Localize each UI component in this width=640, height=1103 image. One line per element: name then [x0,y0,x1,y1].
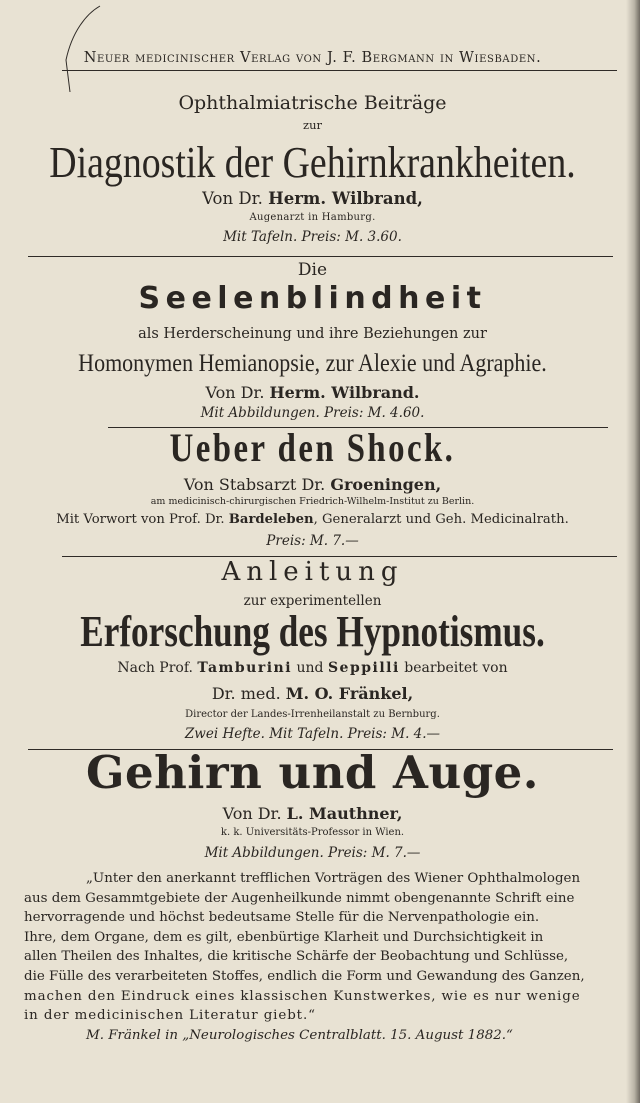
book5-author-line [0,804,625,823]
book3-affiliation: am medicinisch-chirurgischen Friedrich-Wilhelm-Institut zu Berlin. [150,496,475,507]
book3-preface-line [0,512,625,527]
book1-pretitle: Ophthalmiatrische Beiträge [178,92,447,114]
review-line-4: Ihre, dem Organe, dem es gilt, ebenbürtige Klarheit und Durchsichtigkeit in [24,929,544,945]
book1-title: Diagnostik der Gehirnkrankheiten. [49,138,576,187]
book1-price: Mit Tafeln. Preis: M. 3.60. [223,229,402,245]
book4-price: Zwei Hefte. Mit Tafeln. Preis: M. 4.— [184,726,441,742]
header-bracket-ornament [56,4,106,94]
book4-author: M. O. Fränkel, [285,684,414,703]
book2-title: Seelenblindheit [138,281,487,316]
book1-author: Herm. Wilbrand, [268,189,423,208]
book3-preface-b: , Generalarzt und Geh. Medicinalrath. [313,512,569,527]
review-line-7: machen den Eindruck eines klassischen Kunstwerkes, wie es nur wenige [24,988,581,1004]
book4-line-c: bearbeitet von [399,660,508,676]
book5-title: Gehirn und Auge. [86,746,539,799]
book5-price: Mit Abbildungen. Preis: M. 7.— [204,845,421,861]
review-line-2: aus dem Gesammtgebiete der Augenheilkunde nimmt obengenannte Schrift eine [24,890,575,906]
book4-name2: Seppilli [327,660,400,676]
book1-zur: zur [303,118,322,132]
book2-author-line [0,383,625,402]
header-rule [62,70,617,71]
review-line-1: „Unter den anerkannt trefflichen Vorträgen des Wiener Ophthalmologen [86,871,581,886]
book4-title2: Erforschung des Hypnotismus. [80,607,545,656]
book4-author-line [0,684,625,703]
book2-price: Mit Abbildungen. Preis: M. 4.60. [200,405,425,421]
book3-preface-a: Mit Vorwort von Prof. Dr. [56,512,229,527]
book5-review [24,869,620,1045]
book4-line-b: und [292,660,328,676]
review-line-8: in der medicinischen Literatur giebt.“ [24,1008,316,1024]
review-line-3: hervorragende und höchst bedeutsame Stelle für die Nervenpathologie ein. [24,910,540,926]
book3-price: Preis: M. 7.— [266,533,359,549]
book4-affiliation: Director der Landes-Irrenheilanstalt zu Bernburg. [185,709,440,720]
book1-author-line [0,189,625,208]
book1-author-prefix: Von Dr. [202,189,269,208]
book3-author-prefix: Von Stabsarzt Dr. [183,475,331,494]
book2-author-prefix: Von Dr. [205,383,270,402]
book3-title: Ueber den Shock. [169,425,456,470]
book1-affiliation: Augenarzt in Hamburg. [249,212,376,223]
book5-author: L. Mauthner, [286,804,403,823]
review-line-5: allen Theilen des Inhaltes, die kritische Schärfe der Beobachtung und Schlüsse, [24,949,569,965]
book2-subtitle: als Herderscheinung und ihre Beziehungen zur [138,326,487,342]
page-edge-shadow [626,0,640,1103]
review-line-6: die Fülle des verarbeiteten Stoffes, endlich die Form und Gewandung des Ganzen, [24,968,585,984]
book2-title2: Homonymen Hemianopsie, zur Alexie und Agraphie. [78,350,547,377]
book2-die: Die [297,260,328,280]
book3-author-line [0,475,625,494]
publisher-header: Neuer medicinischer Verlag von J. F. Bergmann in Wiesbaden. [83,50,542,66]
divider-1 [28,256,613,257]
book4-title: Anleitung [221,557,404,587]
book5-affiliation: k. k. Universitäts-Professor in Wien. [220,827,405,838]
book3-preface-name: Bardeleben [228,512,314,527]
book3-author: Groeningen, [330,475,442,494]
book5-author-prefix: Von Dr. [222,804,287,823]
book2-author: Herm. Wilbrand. [269,383,420,402]
book4-author-prefix: Dr. med. [211,684,286,703]
book4-line-a: Nach Prof. [117,660,198,676]
book4-subtitle: zur experimentellen [243,593,382,609]
book4-name1: Tamburini [197,660,293,676]
book4-line [0,660,625,676]
review-citation: M. Fränkel in „Neurologisches Centralblatt. 15. August 1882.“ [86,1027,513,1043]
